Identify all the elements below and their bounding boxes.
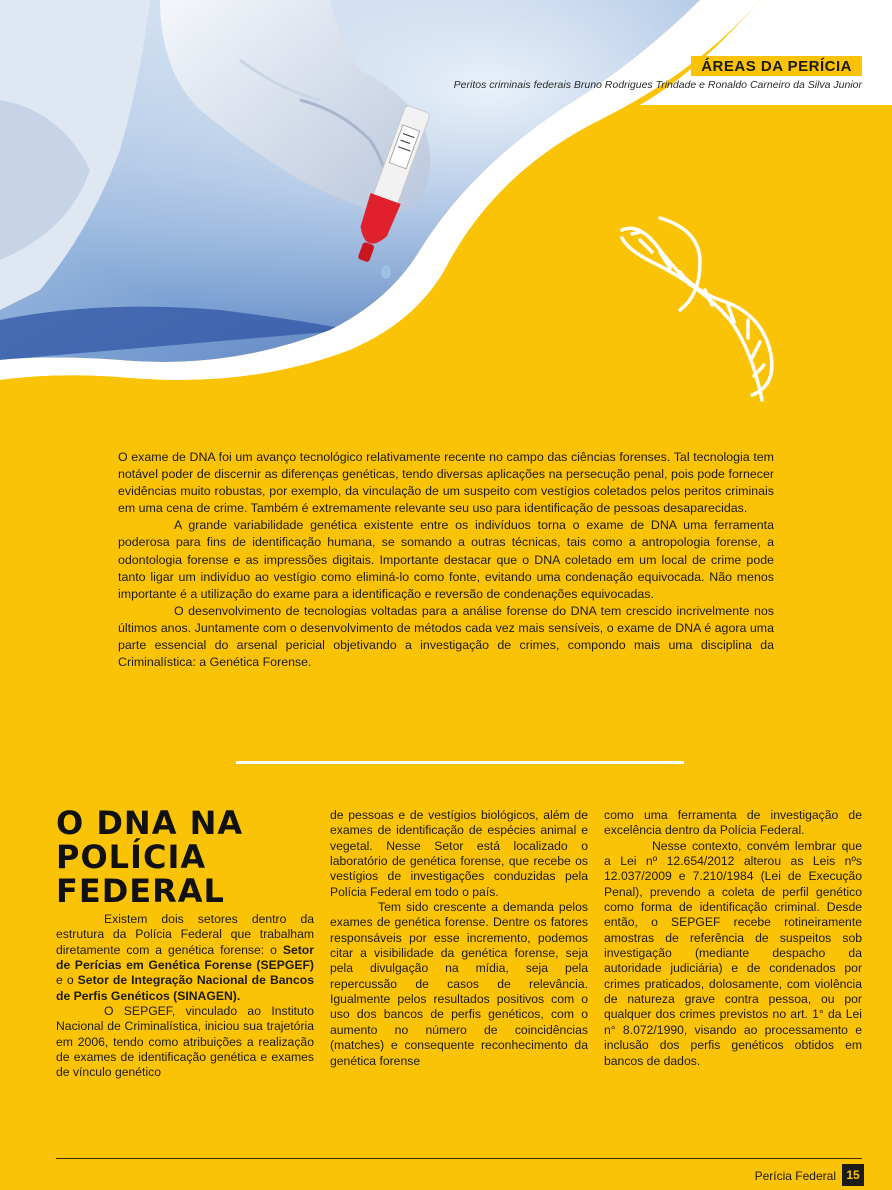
intro-paragraph: A grande variabilidade genética existente entre os indivíduos torna o exame de DNA uma ferramenta poderosa para fins de identificação humana, se somando a outras técnicas, tais como a antropologia forense, a odontologia forense e as impressões digitais. Importante destacar que o DNA coletado em um local de crime pode tanto ligar um indivíduo ao vestígio como eliminá-lo como fonte, evitando uma condenação equivocada. Não menos importante é a utilização do exame para a identificação e reversão de condenações equivocadas. xyxy=(118,518,774,601)
section-tag: ÁREAS DA PERÍCIA xyxy=(691,56,862,76)
text-run: Existem dois setores dentro da estrutura da Polícia Federal que trabalham diretamente com a genética forense: o xyxy=(56,912,314,957)
bold-text-run: Setor de Perícias em Genética Forense (SEPGEF) xyxy=(56,942,314,973)
intro-text xyxy=(118,449,774,671)
article-paragraph: Nesse contexto, convém lembrar que a Lei nº 12.654/2012 alterou as Leis nºs 12.037/2009 e 7.210/1984 (Lei de Execução Penal), prevendo a coleta de perfil genético como forma de identificação criminal. Desde então, o SEPGEF recebe rotineiramente amostras de referência de suspeitos sob investigação (mediante despacho da autoridade judiciária) e de condenados por crimes praticados, dolosamente, com violência de natureza grave contra pessoa, ou por qualquer dos crimes previstos no art. 1° da Lei n° 8.072/1990, visando ao processamento e inclusão dos perfis genéticos obtidos em bancos de dados. xyxy=(604,838,862,1068)
bold-text-run: Setor de Integração Nacional de Bancos de Perfis Genéticos (SINAGEN). xyxy=(56,973,314,1003)
text-run: e o xyxy=(56,973,78,988)
article-headline: O DNA NA POLÍCIA FEDERAL xyxy=(56,804,244,910)
article-authors: Peritos criminais federais Bruno Rodrigues Trindade e Ronaldo Carneiro da Silva Junior xyxy=(453,79,862,91)
footer-rule xyxy=(56,1158,862,1159)
article-column-1 xyxy=(56,806,314,1081)
intro-paragraph: O exame de DNA foi um avanço tecnológico relativamente recente no campo das ciências forenses. Tal tecnologia tem notável poder de discernir as diferenças genéticas, tendo diversas aplicações na persecução penal, pois pode fornecer evidências muito robustas, por exemplo, da vinculação de um suspeito com vestígios coletados pelos peritos criminais em uma cena de crime. Também é extremamente relevante seu uso para identificação de pessoas desaparecidas. xyxy=(118,450,774,516)
article-column-2 xyxy=(330,808,588,1069)
article-paragraph xyxy=(56,912,314,1004)
magazine-name: Perícia Federal xyxy=(754,1169,836,1183)
article-column-3 xyxy=(604,808,862,1069)
article-paragraph: de pessoas e de vestígios biológicos, além de exames de identificação de espécies animal e vegetal. Nesse Setor está localizado o laboratório de genética forense, que recebe os vestígios de investigações conduzidas pela Polícia Federal em todo o país. xyxy=(330,808,588,899)
section-divider xyxy=(236,761,684,764)
intro-paragraph: O desenvolvimento de tecnologias voltadas para a análise forense do DNA tem crescido incrivelmente nos últimos anos. Juntamente com o desenvolvimento de métodos cada vez mais sensíveis, o exame de DNA é agora uma parte essencial do arsenal pericial objetivando a investigação de crimes, compondo mais uma disciplina da Criminalística: a Genética Forense. xyxy=(118,603,774,670)
article-paragraph: O SEPGEF, vinculado ao Instituto Nacional de Criminalística, iniciou sua trajetória em 2006, tendo como atribuições a realização de exames de identificação genética e exames de vínculo genético xyxy=(56,1004,314,1080)
article-paragraph: Tem sido crescente a demanda pelos exames de genética forense. Dentre os fatores responsáveis por esse incremento, podemos citar a visibilidade da genética forense, seja pela divulgação na mídia, seja pela repercussão de casos de relevância. Igualmente pelos resultados positivos com o uso dos bancos de perfis genéticos, com o aumento no número de coincidências (matches) e consequente reconhecimento da genética forense xyxy=(330,900,588,1068)
article-paragraph: como uma ferramenta de investigação de excelência dentro da Polícia Federal. xyxy=(604,808,862,838)
page-number: 15 xyxy=(842,1164,864,1186)
